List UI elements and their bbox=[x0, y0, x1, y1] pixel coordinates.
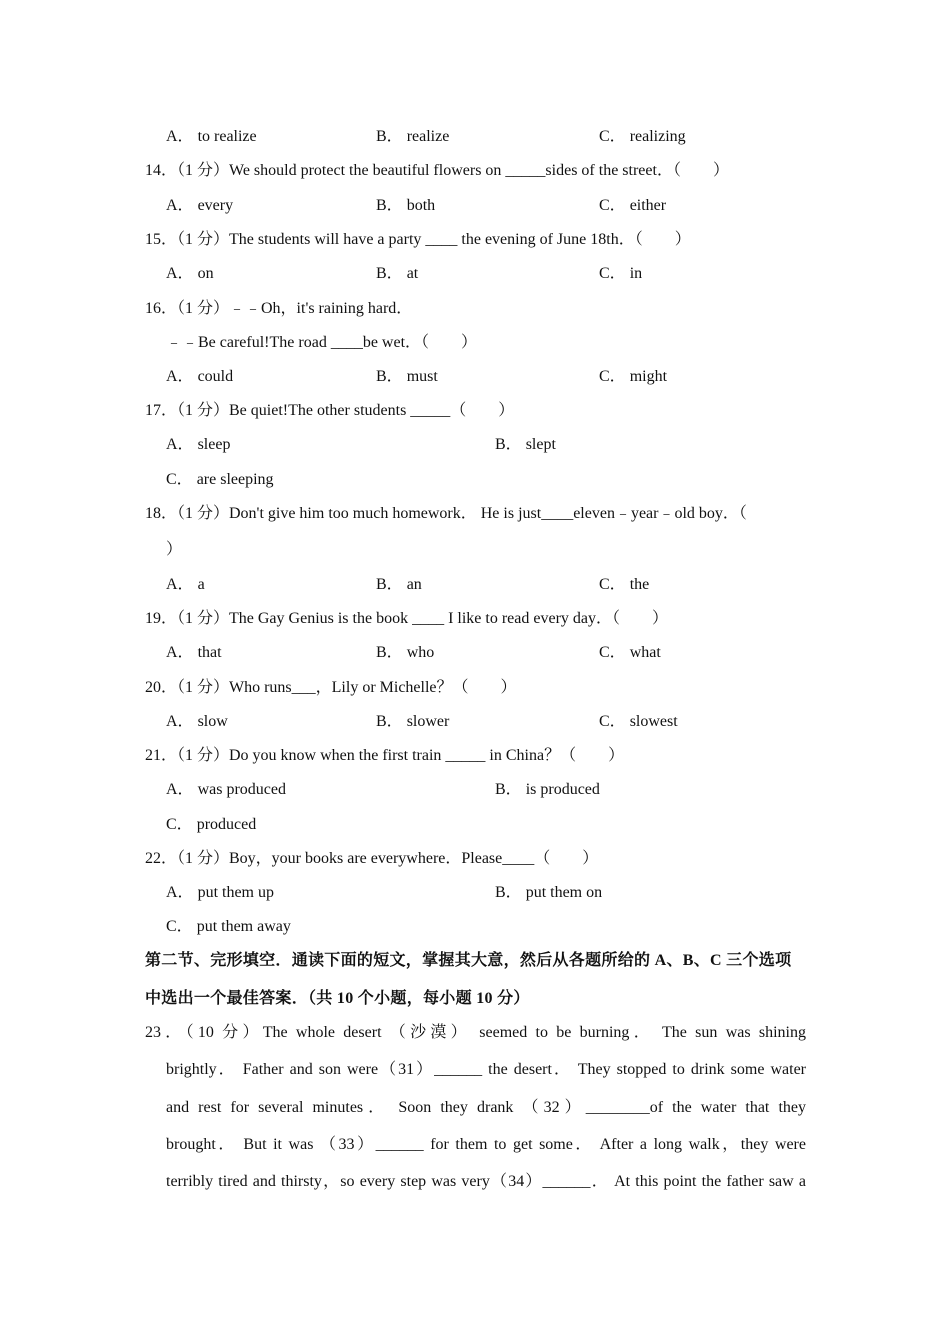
q15-option-a[interactable]: A． on bbox=[166, 265, 214, 282]
q23-line5: terribly tired and thirsty，so every step was very（34）______． At this point the father saw a bbox=[166, 1173, 806, 1190]
q17-option-b[interactable]: B． slept bbox=[495, 436, 556, 453]
q17-stem: 17．（1 分）Be quiet!The other students _____（ ） bbox=[145, 402, 515, 419]
q22-options bbox=[166, 883, 806, 903]
q16-options bbox=[166, 367, 806, 387]
q15-option-b[interactable]: B． at bbox=[376, 265, 419, 282]
q22-option-b[interactable]: B． put them on bbox=[495, 884, 603, 901]
q20-option-b[interactable]: B． slower bbox=[376, 713, 450, 730]
q13-option-a[interactable]: A． to realize bbox=[166, 128, 257, 145]
section2-heading-line1: 第二节、完形填空．通读下面的短文，掌握其大意，然后从各题所给的 A、B、C 三个选项 bbox=[145, 952, 792, 969]
q20-options bbox=[166, 712, 806, 732]
q23-line2: brightly． Father and son were（31）______ the desert． They stopped to drink some water bbox=[166, 1061, 806, 1078]
q13-options bbox=[166, 127, 806, 147]
q21-option-a[interactable]: A． was produced bbox=[166, 781, 286, 798]
q13-option-c[interactable]: C． realizing bbox=[599, 128, 686, 145]
q15-options bbox=[166, 264, 806, 284]
q16-stem: 16．（1 分）﹣﹣Oh，it's raining hard． bbox=[145, 300, 413, 317]
q13-option-b[interactable]: B． realize bbox=[376, 128, 450, 145]
q18-stem-end: ） bbox=[166, 541, 183, 558]
q19-option-a[interactable]: A． that bbox=[166, 644, 222, 661]
q14-option-c[interactable]: C． either bbox=[599, 197, 667, 214]
q17-option-a[interactable]: A． sleep bbox=[166, 436, 231, 453]
q23-line3: and rest for several minutes． Soon they drank （32）________of the water that they bbox=[166, 1099, 806, 1116]
q22-option-a[interactable]: A． put them up bbox=[166, 884, 274, 901]
q19-stem: 19．（1 分）The Gay Genius is the book ____ I like to read every day．（ ） bbox=[145, 610, 669, 627]
q16-option-c[interactable]: C． might bbox=[599, 368, 668, 385]
q15-option-c[interactable]: C． in bbox=[599, 265, 643, 282]
q18-stem: 18．（1 分）Don't give him too much homework． He is just____eleven﹣year﹣old boy．（ bbox=[145, 505, 747, 522]
q19-option-b[interactable]: B． who bbox=[376, 644, 435, 661]
q21-options bbox=[166, 780, 806, 800]
q19-options bbox=[166, 643, 806, 663]
q17-options-row2 bbox=[166, 470, 806, 490]
q18-option-c[interactable]: C． the bbox=[599, 576, 650, 593]
q21-option-c[interactable]: C． produced bbox=[166, 816, 257, 833]
q18-option-a[interactable]: A． a bbox=[166, 576, 205, 593]
q20-stem: 20．（1 分）Who runs___，Lily or Michelle？（ ） bbox=[145, 679, 517, 696]
q14-option-b[interactable]: B． both bbox=[376, 197, 436, 214]
q16-option-a[interactable]: A． could bbox=[166, 368, 234, 385]
section2-heading-line2: 中选出一个最佳答案．（共 10 个小题，每小题 10 分） bbox=[145, 990, 530, 1007]
q17-options bbox=[166, 435, 806, 455]
q18-options bbox=[166, 575, 806, 595]
q22-option-c[interactable]: C． put them away bbox=[166, 918, 291, 935]
q14-stem: 14．（1 分）We should protect the beautiful flowers on _____sides of the street．（ ） bbox=[145, 162, 729, 179]
q14-option-a[interactable]: A． every bbox=[166, 197, 234, 214]
q21-options-row2 bbox=[166, 815, 806, 835]
q22-stem: 22．（1 分）Boy，your books are everywhere．Please____（ ） bbox=[145, 850, 599, 867]
q17-option-c[interactable]: C． are sleeping bbox=[166, 471, 274, 488]
q16-stem-line2: ﹣﹣Be careful!The road ____be wet．（ ） bbox=[166, 334, 478, 351]
q19-option-c[interactable]: C． what bbox=[599, 644, 661, 661]
q23-line4: brought． But it was （33）______ for them to get some． After a long walk，they were bbox=[166, 1136, 806, 1153]
q15-stem: 15．（1 分）The students will have a party ____ the evening of June 18th．（ ） bbox=[145, 231, 691, 248]
q20-option-c[interactable]: C． slowest bbox=[599, 713, 678, 730]
q21-stem: 21．（1 分）Do you know when the first train _____ in China？（ ） bbox=[145, 747, 625, 764]
q16-option-b[interactable]: B． must bbox=[376, 368, 438, 385]
q14-options bbox=[166, 196, 806, 216]
q23-line1: 23．（10 分）The whole desert （沙漠） seemed to be burning． The sun was shining bbox=[145, 1024, 806, 1041]
q20-option-a[interactable]: A． slow bbox=[166, 713, 228, 730]
q18-option-b[interactable]: B． an bbox=[376, 576, 422, 593]
q21-option-b[interactable]: B． is produced bbox=[495, 781, 600, 798]
q22-options-row2 bbox=[166, 917, 806, 937]
